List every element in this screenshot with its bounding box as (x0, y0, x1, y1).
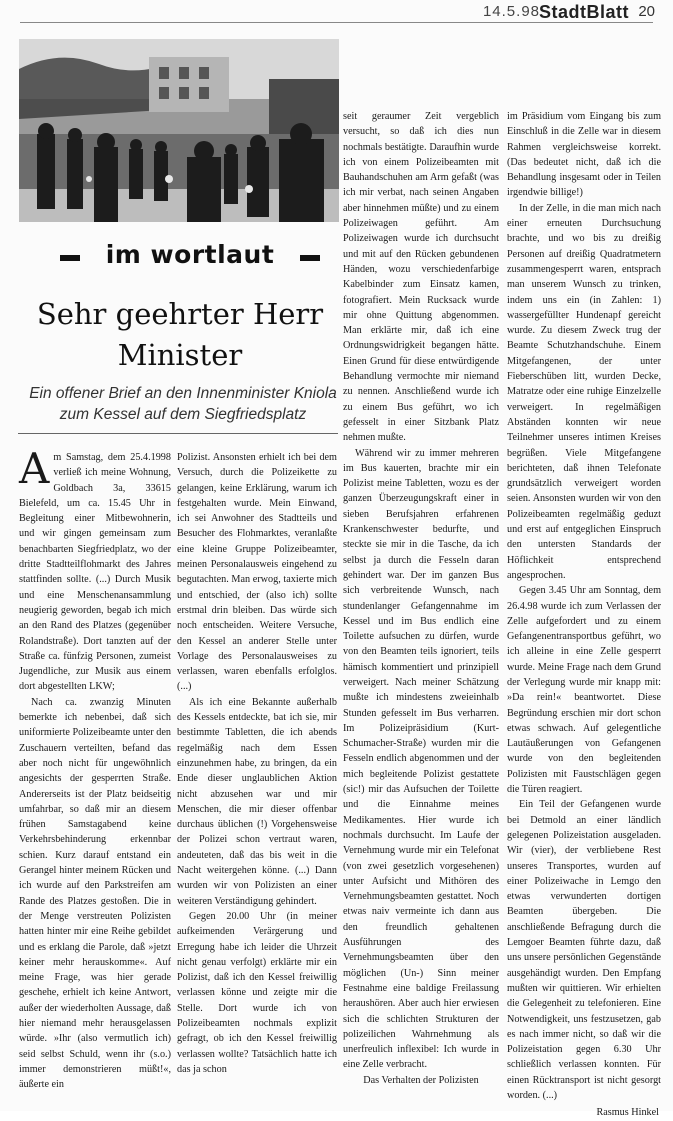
paragraph: seit geraumer Zeit vergeblich versucht, so daß ich dies nun nochmals bestätigte. Daraufhin wurde ich von einem Polizeibeamten mit Bauhandschuhen am Arm gefaßt (was ich mir verbat, nach seinen Angaben aber hinnehmen müßte) und zu einem Polizeiwagen geführt. Am Polizeiwagen wurde ich durchsucht und mit auf den Rücken gebundenen Händen, wozu verschiedenfarbige Kabelbinder zum Einsatz kamen, fotografiert. Mein Rucksack wurde mir ohne Quittung abgenommen. Man erklärte mir, daß ich eine Ordnungswidrigkeit begangen hätte. Einen Grund für diese entwürdigende Behandlung vermochte mir niemand zu nennen. Anschließend wurde ich zu einem Bus geführt, wo ich gefesselt in einer Sitzbank Platz nehmen mußte. (343, 111, 499, 444)
subheadline-line-2: zum Kessel auf dem Siegfriedsplatz (59, 406, 307, 423)
photo-graphic (19, 39, 339, 222)
section-kicker (60, 240, 320, 274)
header-rule (20, 22, 653, 23)
subheadline-line-1: Ein offener Brief an den Innenminister Kniola (29, 385, 337, 402)
article-column-2 (177, 450, 337, 1077)
newspaper-name: StadtBlatt (539, 2, 629, 22)
paragraph: Ein Teil der Gefangenen wurde bei Detmold an einer ländlich gelegenen Polizeistation ausgeladen. Wir (vier), der verbliebene Rest unseres Transportes, wurden auf einer Polizeiwache in Lemgo den etwas verwunderten dortigen Beamten übergeben. Die anschließende Befragung durch die Lemgoer Beamten führte dazu, daß uns unsere persönlichen Gegenstände ausgehändigt wurden. Den Empfang mußten wir quittieren. Wir erhielten die Gelegenheit zu telefonieren. Eine Notwendigkeit, uns festzusetzen, gab es nach immer nicht, so daß wir die Polizeistation gegen 6.30 Uhr schließlich verlassen konnten. Für einen Rücktransport ist nicht gesorgt worden. (...) (507, 799, 661, 1101)
drop-cap: A (19, 444, 50, 493)
paragraph: im Präsidium vom Eingang bis zum Einschluß in die Zelle war in diesem Rahmen vergleichsweise korrekt. (Das bedeutet nicht, daß ich die Behandlung insgesamt oder in Teilen irgendwie billige!) (507, 111, 661, 199)
article-column-3 (343, 109, 499, 1088)
paragraph: Polizist. Ansonsten erhielt ich bei dem Versuch, durch die Polizeikette zu gelangen, keine Erklärung, warum ich festgehalten wurde. Mein Einwand, ich sei Anwohner des Stadtteils und Besucher des Flohmarktes, veranlaßte eine kleine Gruppe Polizeibeamter, meinen Personalausweis eingehend zu begutachten. Man erwog, taxierte mich und entschied, der (also ich) sollte erstmal drin bleiben. Das würde sich noch entscheiden. Weitere Versuche, den Kessel an anderer Stelle unter Vorlage des Personalausweises zu verlassen, waren ebenfalls erfolglos. (...) (177, 452, 337, 693)
article-column-4 (507, 109, 661, 1121)
paragraph (19, 444, 171, 695)
headline-line-1: Sehr geehrter Herr (36, 297, 324, 331)
author-name: Rasmus Hinkel (596, 1107, 659, 1119)
paragraph: Als ich eine Bekannte außerhalb des Kessels entdeckte, bat ich sie, mir bestimmte Tabletten, die ich abends regelmäßig nach dem Essen einzunehmen habe, zu bringen, da ein Ende dieser unglaublichen Aktion nicht abzusehen war und mir Menschen, die mir dieser offenbar durchaus üblichen (!) Vorgehensweise der Polizei schon vertraut waren, andeuteten, daß das bis weit in die Nacht weitergehen könne. (...) Dann wurden wir von Polizisten an einer weiteren Verständigung gehindert. (177, 696, 337, 907)
kicker-bar-right (300, 255, 320, 261)
paragraph: In der Zelle, in die man mich nach einer erneuten Durchsuchung brachte, und wo bis zu dreißig Personen auf dreißig Quadratmetern zusammengesperrt waren, entsprach man unserem Wunsch zu trinken, indem uns ein (in Zahlen: 1) wassergefüllter Hundenapf gereicht wurde. Zu diesem Zweck trug der Beamte Schutzhandschuhe. Einem Mitgefangenen, der unter Fieberschüben litt, wurden Decke, Matratze oder eine ruhige Einzelzelle verweigert. In regelmäßigen Abständen konnten wir neue Teilnehmer unseres intimen Kreises begrüßen. Viele Mitgefangene berichteten, daß ihnen Telefonate grundsätzlich verweigert worden seien. Ansonsten wurden wir von den Polizeibeamten regelmäßig geduzt und erst auf entgeglichen Einspruch den untersten Standards der Höflichkeit entsprechend angesprochen. (507, 202, 661, 581)
demonstration-photo (19, 39, 339, 222)
paragraph: Nach ca. zwanzig Minuten bemerkte ich nebenbei, daß sich uniformierte Polizeibeamte unter den Zuschauern verteilten, befand das aber noch nicht für ungewöhnlich angesichts der gesperrten Straße. Andererseits ist der Platz beidseitig umfahrbar, so daß mir an diesem frühen Samstagabend keine Verkehrsbehinderung erkennbar schien. Kurz darauf entstand ein Gerangel hinter meinem Rücken und ich wurde auf den Parkstreifen am Rande des Platzes gestoßen. Die in der Menge verstreuten Polizisten hatten hinter mir eine Reihe gebildet und es erklang die Parole, daß »jetzt keiner mehr herauskomme«. Auf meine Frage, was hier gerade geschehe, erhielt ich keine Antwort, außer der wiederholten Aussage, daß hier niemand mehr herausgelassen würde. »Ihr (also vermutlich ich) seid selbst Schuld, wenn ihr (s.o.) immer demonstrieren müßt!«, äußerte ein (19, 696, 171, 1091)
issue-date: 14.5.98 (482, 3, 540, 20)
paragraph: Während wir zu immer mehreren im Bus kauerten, brachte mir ein Polizist meine Tabletten, wozu es der ganzen Überzeugungskraft einer in sieben Berufsjahren erfahrenen Krankenschwester bedurfte, und steckte sie mir in die Tasche, da ich selbst ja durch die Fesseln daran gehindert war. Der im ganzen Bus sich verbreitende Wunsch, nach stundenlanger Gefangennahme im Kessel und im Bus endlich eine Toilette aufsuchen zu dürfen, wurde von den Beamten teils ignoriert, teils hämisch kommentiert und prinzipiell verweigert. Nach meiner Schätzung mußte ich mindestens zweieinhalb Stunden gefesselt im Bus verharren. Im Polizeipräsidium (Kurt-Schumacher-Straße) wurden mir die Fesseln endlich abgenommen und der mich begleitende Polizist gestattete (sic!) mir das Aufsuchen der Toilette und die Einnahme meines Medikamentes. Hier wurde ich nochmals durchsucht. Im Laufe der Vernehmung wurde mir ein Telefonat (von zwei gesetzlich vorgesehenen) unter Aufsicht und Mithören des Vernehmungsbeamten gestattet. Noch etwas naiv vermeinte ich dann aus den freundlich gehaltenen Ausführungen des Vernehmungsbeamten über den möglichen (Un-) Sinn meiner Festnahme eine baldige Freilassung heraushören. Aber auch hier erwiesen sich die schlichten Strukturen der polizeilichen Wahrnehmung als unerfreulich inflexibel: Ich wurde in eine Zelle verbracht. (343, 447, 499, 1071)
paragraph: Gegen 20.00 Uhr (in meiner aufkeimenden Verärgerung und Erregung habe ich leider die Uhrzeit nicht genau verfolgt) erklärte mir ein Polizist, daß ich den Kessel freiwillig verlassen könne und zeigte mir die Stelle. Dort wurde ich von Polizeibeamten nochmals explizit gefragt, ob ich den Kessel freiwillig verlassen wollte? Tatsächlich hatte ich das ja schon (177, 910, 337, 1075)
headline-line-2: Minister (117, 338, 243, 372)
paragraph: Das Verhalten der Polizisten (363, 1074, 479, 1086)
page-number: 20 (638, 3, 655, 20)
kicker-text: im wortlaut (105, 240, 275, 269)
page-header (355, 2, 655, 22)
paragraph-text: m Samstag, dem 25.4.1998 verließ ich meine Wohnung, Goldbach 3a, 33615 Bielefeld, um ca. 15.45 Uhr in Begleitung einer Mitbewohnerin, und wir gingen gemeinsam zum benachbarten Siegfriedplatz, wo der dritte Stadtteilflohmarkt des Jahres stattfinden sollte. (...) Durch Musik und eine Menschenansammlung neugierig geworden, begab ich mich an den Rand des Platzes (gegenüber Rolandstraße). Dort tanzten auf der Straße ca. fünfzig Personen, zumeist Jugendliche, zur Musik aus einem dort abgestellten LKW; (19, 452, 171, 693)
article-column-1 (19, 444, 171, 1092)
subhead-rule (18, 433, 338, 434)
paragraph: Gegen 3.45 Uhr am Sonntag, dem 26.4.98 wurde ich zum Verlassen der Zelle aufgefordert und zu einem Gefangenentransportbus geführt, wo ich alleine in eine Zelle gesperrt wurde. Meine Frage nach dem Grund der Verlegung wurde mir knapp mit: »Da rein!« beantwortet. Diese Begründung erschien mir dort schon etwas schwach. Auf gelegentliche Lautäußerungen von Gefangenen wurde von den begleitenden Polizisten mit Faustschlägen gegen die Türen reagiert. (507, 585, 661, 796)
